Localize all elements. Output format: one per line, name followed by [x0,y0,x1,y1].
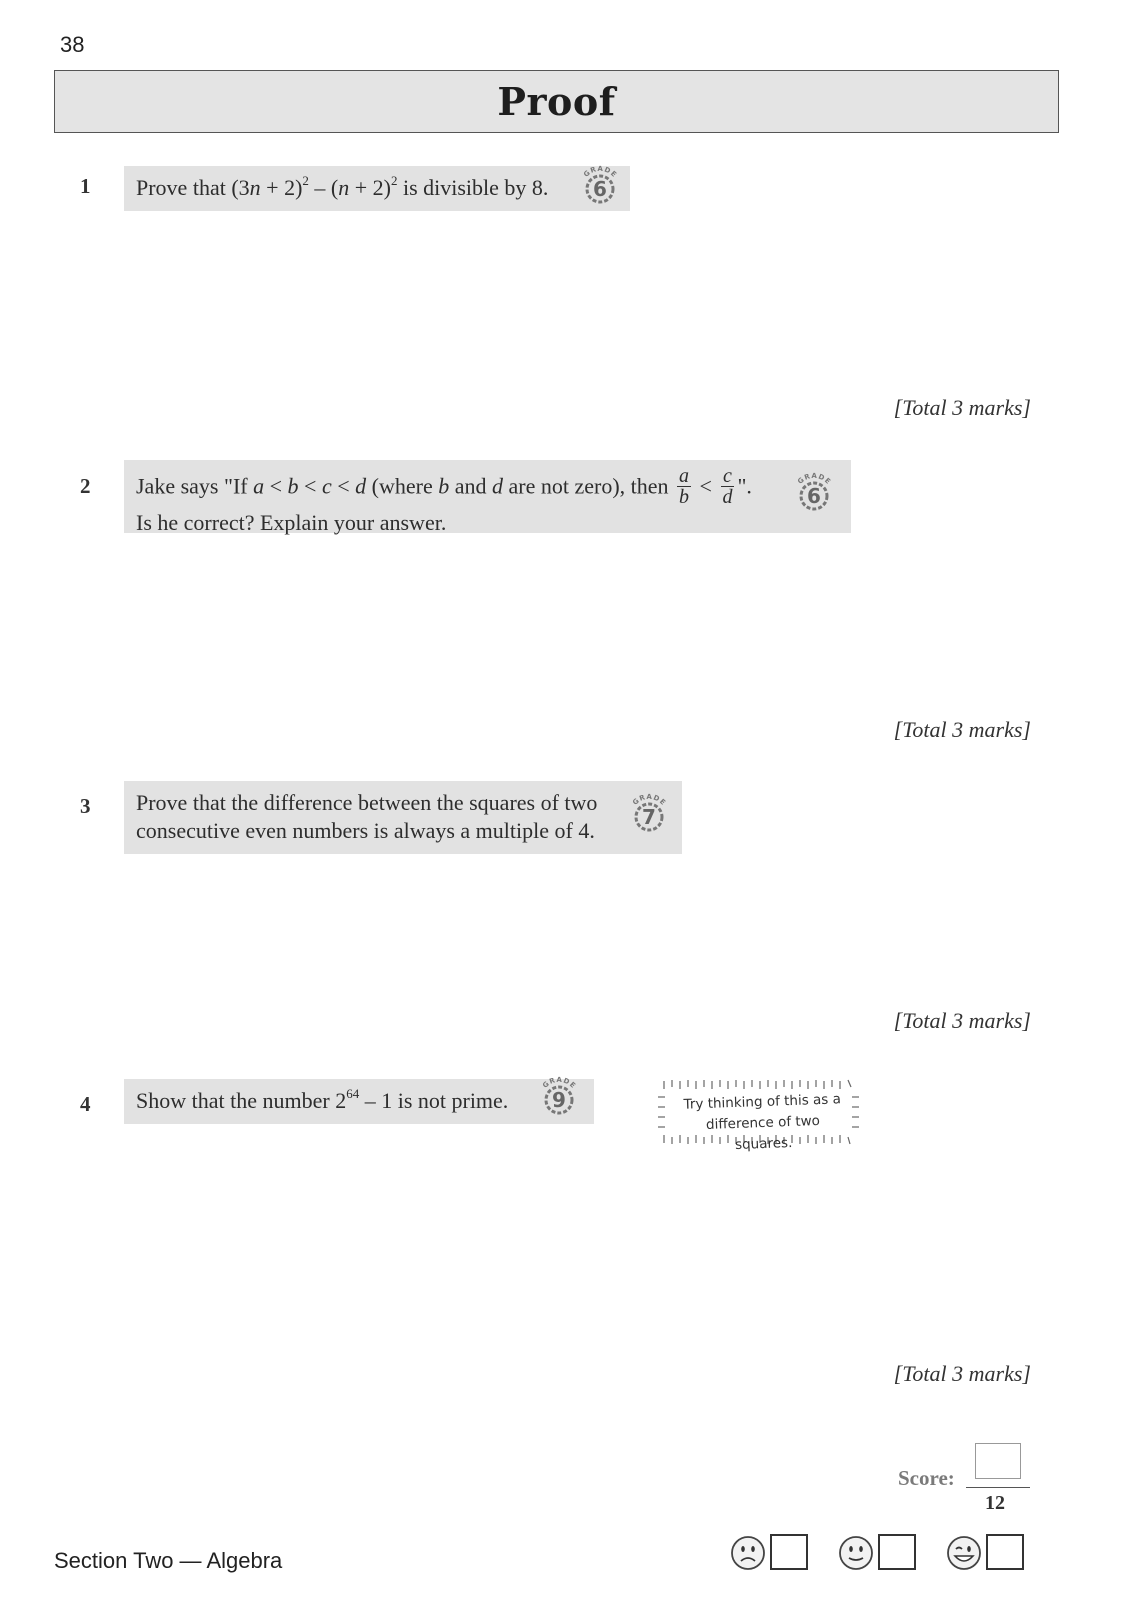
title-banner [54,70,1059,133]
grade-6-badge-icon [790,472,838,520]
score-label: Score: [898,1466,955,1490]
question-1-marks: [Total 3 marks] [893,395,1031,420]
grade-9-badge-icon [535,1076,583,1124]
happy-face-icon [946,1535,982,1571]
grade-7-badge-icon [625,793,673,841]
footer-section-label: Section Two — Algebra [54,1548,283,1573]
grade-value: 6 [593,177,607,201]
page-title: Proof [497,79,616,124]
svg-text:GRADE: GRADE [541,1076,578,1091]
fraction-c-over-d: $\frac{c}{d}$ [722,465,733,508]
question-2-number: 2 [80,474,91,498]
fraction-a-over-b: $\frac{a}{b}$ [679,465,690,508]
question-3-line-1: Prove that the difference between the squares of two [136,790,598,815]
question-3-number: 3 [80,794,91,818]
grade-value: 9 [552,1088,566,1112]
question-3-marks: [Total 3 marks] [893,1008,1031,1033]
question-3-line-2: consecutive even numbers is always a multiple of 4. [136,818,595,843]
grade-value: 7 [642,805,656,829]
score-input-box[interactable] [975,1443,1021,1479]
question-2-line-1: Jake says "If a < b < c < d (where b and d are not zero), then $\frac{a}{b}$ < $\frac{c}{d}$ ". [136,465,752,508]
grade-value: 6 [807,484,821,508]
sad-face-icon [730,1535,766,1571]
neutral-tick-box[interactable] [878,1534,916,1570]
question-2-box [124,460,851,533]
question-4-number: 4 [80,1092,91,1116]
question-1-box: Prove that $(3n + 2)^2 - (n + 2)^2$ is divisible by 8. [124,166,630,211]
svg-text:GRADE: GRADE [631,793,668,808]
question-4-box: Show that the number $2^{64} - 1$ is not prime. [124,1079,594,1124]
score-total: 12 [985,1492,1005,1514]
question-2-line-2: Is he correct? Explain your answer. [136,510,447,535]
hint-line-2: difference of two squares. [705,1113,821,1153]
question-2-marks: [Total 3 marks] [893,717,1031,742]
neutral-face-icon [838,1535,874,1571]
hint-callout [656,1077,861,1153]
sad-tick-box[interactable] [770,1534,808,1570]
happy-tick-box[interactable] [986,1534,1024,1570]
question-1-number: 1 [80,174,91,198]
svg-text:GRADE: GRADE [796,472,833,487]
question-4-marks: [Total 3 marks] [893,1361,1031,1386]
score-fraction-line [966,1487,1030,1488]
hint-line-1: Try thinking of this as a [683,1091,842,1113]
svg-text:GRADE: GRADE [582,165,619,180]
grade-6-badge-icon [576,165,624,213]
page-number: 38 [60,32,85,57]
question-3-box [124,781,682,854]
